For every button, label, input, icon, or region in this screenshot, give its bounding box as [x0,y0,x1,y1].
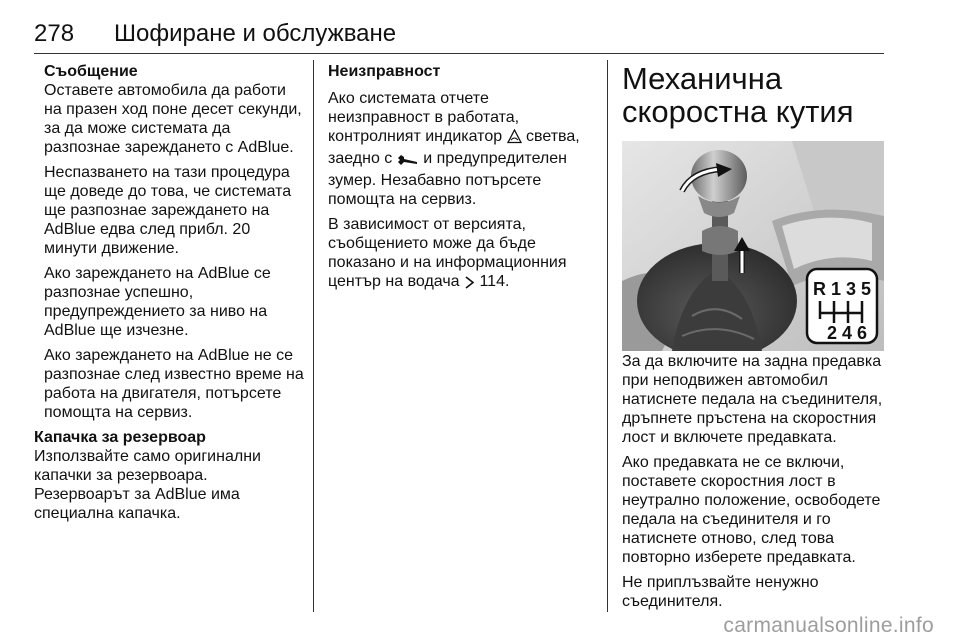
paragraph: Не приплъзвайте ненужно съединителя. [622,574,819,610]
warning-triangle-icon [507,129,522,149]
subhead-tank-cap: Капачка за резервоар [34,429,206,446]
paragraph: Ако системата отчете неизправност в работата, контролният индикатор светва, заедно с и предупредителен зумер. Незабавно потърсете помощта на сервиз. [328,90,580,208]
watermark: carmanualsonline.info [723,614,934,637]
paragraph: В зависимост от версията, съобщението може да бъде показано и на информационния център на водача 114. [328,215,590,294]
paragraph: Неспазването на тази процедура ще доведе до това, че системата ще разпознае зареждането на AdBlue едва след прибл. 20 минути движение. [44,164,292,257]
paragraph: Използвайте само оригинални капачки за резервоара. [34,448,261,484]
gearshift-drawing [622,141,884,351]
paragraph: Ако зареждането на AdBlue не се разпознае след известно време на работа на двигателя, потърсете помощта на сервиз. [44,347,304,421]
page-header [34,14,884,54]
column-left [34,62,306,529]
gear-labels-top: R 1 3 5 [812,279,872,299]
chapter-title: Шофиране и обслужване [114,20,397,47]
column-divider [313,60,314,612]
paragraph: Ако предавката не се включи, поставете скоростния лост в неутрално положение, освободете педала на съединителя и го натиснете отново, след това повторно изберете предавката. [622,454,881,566]
message-subhead: Съобщение [44,63,138,80]
paragraph: Резервоарът за AdBlue има специална капачка. [34,486,240,522]
column-middle [328,62,590,300]
gear-labels-bottom: 2 4 6 [826,323,868,343]
page-reference-arrow-icon [464,275,475,294]
subhead-malfunction: Неизправност [328,63,441,80]
column-divider [607,60,608,612]
page-reference[interactable]: 114. [479,273,510,290]
message-block [34,62,306,422]
paragraph: Оставете автомобила да работи на празен ход поне десет секунди, за да може системата да разпознае зареждането с AdBlue. [44,82,302,156]
gearshift-illustration [622,141,884,351]
wrench-icon [397,152,419,171]
page-number: 278 [34,20,75,47]
paragraph: За да включите на задна предавка при неподвижен автомобил натиснете педала на съединителя, дръпнете пръстена на скоростния лост и включете предавката. [622,353,883,446]
section-title: Механична скоростна кутия [622,61,854,129]
paragraph: Ако зареждането на AdBlue се разпознае успешно, предупреждението за ниво на AdBlue ще изчезне. [44,265,271,339]
